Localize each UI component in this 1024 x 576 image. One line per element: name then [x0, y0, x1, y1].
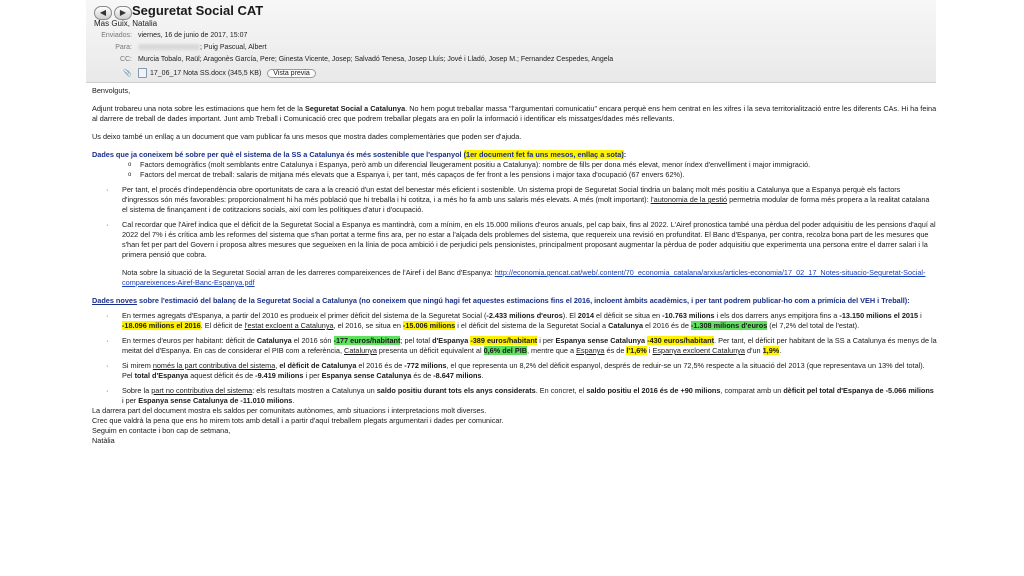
bullet-non-contributive: · Sobre la part no contributiva del sistema: els resultats mostren a Catalunya un saldo positiu durant tots els anys considerats. En concret, el saldo positiu el 2016 és de +90 milions, comparat amb un dèficit pel total d'Espanya de -5.066 milions i per Espanya sense Catalunya de -11.010 milions.: [92, 386, 937, 406]
document-icon: [138, 68, 147, 78]
bullet-contributive: · Si mirem només la part contributiva del sistema, el dèficit de Catalunya el 2016 és de -772 milions, el que representa un 8,2% del dèficit espanyol, després de reduir-se un 72,5% respecte a la situació del 2013 (que representava un 13% del total). Pel total d'Espanya aquest dèficit és de -9.419 milions i per Espanya sense Catalunya és de -8.647 milions.: [92, 361, 937, 381]
paragraph-link-intro: Us deixo també un enllaç a un document que vam publicar fa uns mesos que mostra dades complementàries que poden ser d'ajuda.: [92, 132, 522, 141]
closing-line-2: Crec que valdrà la pena que ens ho mirem tots amb detall i a partir d'aquí treballem plegats argumentari i dades per comunicar.: [92, 416, 504, 425]
email-body: [92, 86, 937, 446]
cc-label: CC:: [119, 56, 132, 63]
sent-row: [94, 32, 247, 39]
bullet-airef: · Cal recordar que l'Airef indica que el dèficit de la Seguretat Social a Espanya es mantindrà, com a mínim, en els 15.000 milions d'euros anuals, pel cap baix, fins al 2022. L'Airef pronostica també una pèrdua del poder adquisitiu de les pensions d'aquí al 2022 del 7% i és crítica amb les reformes del sistema que s'han portat a terme fins ara, per no estar a l'alçada dels problemes del sistema, que requereix una revisió en profunditat. El Banc d'Espanya, per contra, recolza bona part de les mesures que s'han fet per part del Govern i proposa altres mesures que segueixen en la línia de poca ambició i de perjudici pels pensionistes, principalment proposant augmentar la pèrdua de poder adquisitiu que experimenta una persona entre el darrer salari i la primera pensió que cobra.: [92, 220, 937, 260]
greeting: Benvolguts,: [92, 86, 131, 95]
back-arrow-icon[interactable]: ◀: [94, 6, 112, 20]
cc-value[interactable]: Murcia Tobalo, Raül; Aragonès García, Pere; Ginesta Vicente, Josep; Salvadó Tenesa, Josep Lluís; Jové i Lladó, Josep M.; Fernandez Cespedes, Angela: [138, 56, 614, 63]
closing-line-1: La darrera part del document mostra els saldos per comunitats autònomes, amb situacions i interpretacions molt diverses.: [92, 406, 487, 415]
to-value[interactable]: ; Puig Pascual, Albert: [200, 44, 267, 51]
sub-bullet-labour: o Factors del mercat de treball: salaris de mitjana més elevats que a Espanya i, per tant, més capaços de fer front a les pensions i major taxa d'ocupació (67 envers 62%).: [92, 170, 937, 180]
sub-bullet-demographic: o Factors demogràfics (molt semblants entre Catalunya i Espanya, però amb un diferencial lleugerament positiu a Catalunya): nombre de fills per dona més elevat, menor índex d'envelliment i major immigració.: [92, 160, 937, 170]
bullet-per-capita: · En termes d'euros per habitant: dèficit de Catalunya el 2016 són -177 euros/habitant; pel total d'Espanya -389 euros/habitant i per Espanya sense Catalunya -430 euros/habitant. Per tant, el dèficit per habitant de la SS a Catalunya és menys de la meitat del d'Espanya. En cas de considerar el PIB com a referència, Catalunya presenta un dèficit equivalent al 0,6% del PIB, mentre que a Espanya és de l'1,6% i Espanya excloent Catalunya d'un 1,9%.: [92, 336, 937, 356]
section-1-title: Dades que ja coneixem bé sobre per què el sistema de la SS a Catalunya és més sostenible que l'espanyol (1er document fet fa uns mesos, enllaç a sota):: [92, 150, 627, 159]
attachment-row: [94, 68, 316, 78]
sender-name: Mas Guix, Natalia: [94, 19, 158, 28]
sent-value: viernes, 16 de junio de 2017, 15:07: [138, 32, 248, 39]
pdf-link[interactable]: http://economia.gencat.cat/web/.content/70_economia_catalana/arxius/articles-economia/17_02_17_Notes-situacio-Seguretat-Social-compareixences-Airef-Banc-Espanya.pdf: [122, 268, 926, 287]
attachment-name[interactable]: 17_06_17 Nota SS.docx (345,5 KB): [150, 69, 262, 77]
email-header: [86, 0, 936, 83]
note-paragraph: Nota sobre la situació de la Seguretat Social arran de les darreres compareixences de l'Airef i del Banc d'Espanya: http://economia.gencat.cat/web/.content/70_economia_catalana/arxius/articles-economia/17_02_17_Notes-situacio-Seguretat-Social-compareixences-Airef-Banc-Espanya.pdf: [122, 268, 926, 287]
bullet-aggregate: · En termes agregats d'Espanya, a partir del 2010 es produeix el primer dèficit del sistema de la Seguretat Social (-2.433 milions d'euros). El 2014 el dèficit se situa en -10.763 milions i els dos darrers anys empitjora fins a -13.150 milions el 2015 i -18.096 milions el 2016. El dèficit de l'estat excloent a Catalunya, el 2016, se situa en -15.006 milions i el dèficit del sistema de la Seguretat Social a Catalunya el 2016 és de -1.308 milions d'euros (el 7,2% del total de l'estat).: [92, 311, 937, 331]
forward-arrow-icon[interactable]: ▶: [114, 6, 132, 20]
paragraph-intro: Adjunt trobareu una nota sobre les estimacions que hem fet de la Seguretat Social a Catalunya. No hem pogut treballar massa "l'argumentari comunicatiu" encara perquè ens hem centrat en les xifres i la seva territorialització entre les diferents CAs. Hi ha feina al darrere de treball de dades important. Junt amb Treball i Comunicació crec que podrem treballar plegats ara en polir la informació i identificar els missatges/dades més rellevants.: [92, 104, 937, 123]
bullet-independence: · Per tant, el procés d'independència obre oportunitats de cara a la creació d'un estat del benestar més eficient i sostenible. Un sistema propi de Seguretat Social tindria un balanç molt més positiu a Catalunya que a Espanya perquè els factors d'ingressos són més favorables: proporcionalment hi ha més població que hi treballa i hi cotitza, i a més ho fa amb uns salaris més elevats. A més (molt important): l'autonomia de la gestió permetria modular de forma més propera a la realitat catalana el sistema de finançament i de cotitzacions socials, així com les polítiques d'atur i d'ocupació.: [92, 185, 937, 215]
section-2-title: Dades noves sobre l'estimació del balanç de la Seguretat Social a Catalunya (no coneixem que ningú hagi fet aquestes estimacions fins el 2016, incloent àmbits acadèmics, i per tant podrem publicar-ho com a primícia del VEH i Treball):: [92, 296, 910, 305]
closing-line-3: Seguim en contacte i bon cap de setmana,: [92, 426, 231, 435]
redacted-recipient: [138, 44, 200, 50]
cc-row: [94, 56, 613, 63]
nav-buttons: [94, 6, 132, 20]
to-row: [94, 44, 267, 51]
to-label: Para:: [115, 44, 132, 51]
sent-label: Enviados:: [101, 32, 132, 39]
email-subject: Seguretat Social CAT: [132, 3, 264, 18]
signature: Natàlia: [92, 436, 115, 445]
preview-button[interactable]: Vista previa: [267, 69, 315, 78]
paperclip-icon: 📎: [123, 69, 132, 77]
